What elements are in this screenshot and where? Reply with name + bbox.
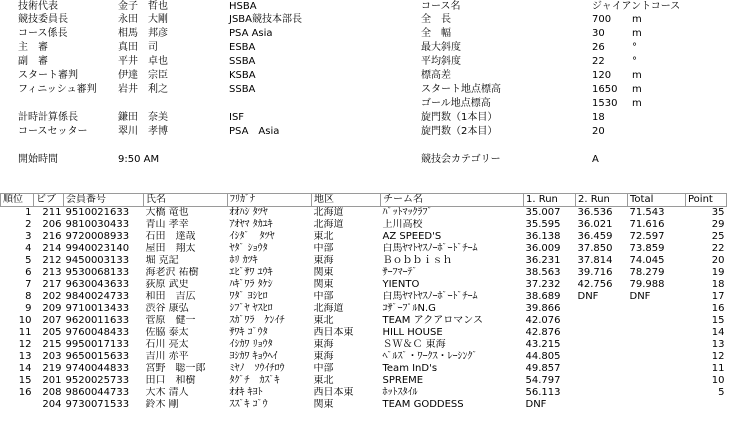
course-value: A (592, 154, 599, 165)
cell-rank: 12 (18, 339, 32, 350)
header-total: Total (628, 194, 686, 207)
cell-member-no: 9860044733 (65, 387, 130, 398)
cell-point: 13 (711, 339, 725, 350)
cell-total (628, 339, 686, 351)
table-row (1, 255, 727, 267)
course-unit: m (632, 70, 642, 81)
cell-name: 大橋 竜也 (145, 207, 189, 218)
cell-rank: 6 (25, 267, 32, 278)
cell-rank: 5 (25, 255, 32, 266)
cell-member-no: 9520025733 (65, 375, 130, 386)
cell-total (628, 387, 686, 399)
cell-furigana: ｼﾌﾞﾔ ﾔｽﾋﾛ (229, 303, 273, 314)
cell-total (628, 363, 686, 375)
cell-member-no: 9760048433 (65, 327, 130, 338)
official-role: フィニッシュ審判 (18, 84, 97, 95)
table-row (1, 219, 727, 231)
cell-point: 12 (711, 351, 725, 362)
cell-run2: 37.814 (577, 255, 613, 266)
cell-run2 (576, 315, 628, 327)
cell-furigana: ｵｵｷ ｷﾖﾄ (229, 387, 263, 398)
cell-total: 71.616 (629, 219, 665, 230)
cell-name: 吉川 赤平 (145, 351, 189, 362)
official-name: 相馬 邦彦 (118, 28, 168, 39)
cell-name: 大木 清人 (145, 387, 189, 398)
header-furigana: ﾌﾘｶﾞﾅ (228, 194, 312, 207)
official-name: 鎌田 奈美 (118, 112, 168, 123)
official-org: PSA Asia (229, 126, 280, 137)
cell-region: 中部 (313, 291, 334, 302)
cell-run2: 36.459 (577, 231, 613, 242)
cell-region: 東北 (313, 375, 334, 386)
cell-point: 35 (711, 207, 725, 218)
cell-team: 上川高校 (382, 219, 423, 230)
cell-team: ｻｰﾌﾏｰﾃﾞ (382, 267, 418, 278)
cell-furigana: ﾎﾘ ｶﾂｷ (229, 255, 258, 266)
cell-rank: 8 (25, 291, 32, 302)
cell-point: 5 (718, 387, 725, 398)
cell-run1: 37.232 (525, 279, 561, 290)
cell-bib: 201 (42, 375, 62, 386)
cell-run2 (576, 399, 628, 411)
course-label: ゴール地点標高 (421, 98, 491, 109)
cell-rank (1, 399, 34, 411)
table-row (1, 303, 727, 315)
course-label: 旋門数（1本目） (421, 112, 498, 123)
cell-furigana: ﾊｷﾞﾜﾗ ﾀｹｼ (229, 279, 273, 290)
cell-furigana: ｲｼﾀﾞ ﾀﾂﾔ (229, 231, 275, 242)
cell-member-no: 9450003133 (65, 255, 130, 266)
course-unit: m (632, 84, 642, 95)
cell-region: 東海 (313, 255, 334, 266)
cell-bib: 202 (42, 291, 62, 302)
course-unit: ° (632, 56, 637, 67)
cell-name: 石川 亮太 (145, 339, 189, 350)
cell-total: 73.859 (629, 243, 665, 254)
official-role: 競技委員長 (18, 14, 68, 25)
course-value: 1650 (592, 84, 618, 95)
cell-bib: 205 (42, 327, 62, 338)
cell-name: 石田 達哉 (145, 231, 196, 242)
cell-region: 東海 (313, 351, 334, 362)
cell-run1: 38.563 (525, 267, 561, 278)
course-label: 最大斜度 (421, 42, 461, 53)
official-name: 岩井 利之 (118, 84, 168, 95)
header-bib: ビブ (34, 194, 64, 207)
official-role: 主 審 (18, 42, 48, 53)
cell-point: 19 (711, 267, 725, 278)
cell-run1: 44.805 (525, 351, 561, 362)
official-role: コース係長 (18, 28, 68, 39)
cell-run1: 39.866 (525, 303, 561, 314)
cell-point: 10 (711, 375, 725, 386)
header-run1: 1. Run (524, 194, 576, 207)
cell-bib: 212 (42, 255, 62, 266)
official-name: 真田 司 (118, 42, 158, 53)
cell-run2: 42.756 (577, 279, 613, 290)
table-row (1, 387, 727, 399)
cell-team: TEAM GODDESS (382, 399, 464, 410)
official-org: SSBA (229, 56, 256, 67)
table-row (1, 279, 727, 291)
cell-point: 25 (711, 231, 725, 242)
table-row (1, 399, 727, 411)
cell-run2 (576, 339, 628, 351)
cell-region: 東海 (313, 339, 334, 350)
cell-name: 堀 克記 (145, 255, 179, 266)
cell-region: 関東 (313, 279, 334, 290)
header-team: チーム名 (381, 194, 524, 207)
table-row (1, 339, 727, 351)
cell-run2: 39.716 (577, 267, 613, 278)
official-org: JSBA競技本部長 (229, 14, 302, 25)
cell-name: 青山 孝幸 (145, 219, 189, 230)
course-unit: ° (632, 42, 637, 53)
cell-total (628, 375, 686, 387)
cell-region: 北海道 (313, 207, 344, 218)
cell-furigana: ｲｼｶﾜ ﾘｮｳﾀ (229, 339, 273, 350)
cell-run2: 37.850 (577, 243, 613, 254)
cell-total (628, 303, 686, 315)
cell-member-no: 9730071533 (65, 399, 130, 410)
cell-point: 15 (711, 315, 725, 326)
cell-bib: 215 (42, 339, 62, 350)
cell-point: 22 (711, 243, 725, 254)
cell-run1: 38.689 (525, 291, 561, 302)
course-label: スタート地点標高 (421, 84, 501, 95)
header-run2: 2. Run (576, 194, 628, 207)
course-unit: m (632, 98, 642, 109)
course-value: 18 (592, 112, 605, 123)
course-value: 22 (592, 56, 605, 67)
header-member-no: 会員番号 (64, 194, 144, 207)
cell-member-no: 9630043633 (65, 279, 130, 290)
cell-run1: 36.231 (525, 255, 561, 266)
cell-region: 東北 (313, 231, 334, 242)
official-name: 翠川 孝博 (118, 126, 168, 137)
cell-member-no: 9650015633 (65, 351, 130, 362)
official-role: 計時計算係長 (18, 112, 78, 123)
table-row (1, 207, 727, 220)
header-point: Point (686, 194, 727, 207)
cell-run1: 42.876 (525, 327, 561, 338)
cell-rank: 1 (25, 207, 32, 218)
cell-name: 和田 吉広 (145, 291, 196, 302)
cell-furigana: ﾖｼｶﾜ ｷｮｳﾍｲ (229, 351, 278, 362)
cell-total: 74.045 (629, 255, 665, 266)
cell-point: 16 (711, 303, 725, 314)
cell-team: HILL HOUSE (382, 327, 443, 338)
cell-furigana: ﾔﾀﾞ ｼｮｳﾀ (229, 243, 268, 254)
course-value: 30 (592, 28, 605, 39)
cell-rank: 15 (18, 375, 32, 386)
cell-furigana: ﾜﾀﾞ ﾖｼﾋﾛ (229, 291, 268, 302)
cell-name: 荻原 武史 (145, 279, 189, 290)
cell-region: 北海道 (313, 219, 344, 230)
course-label: 全 幅 (421, 28, 451, 39)
cell-point: 29 (711, 219, 725, 230)
cell-team: Ｂｏｂｂｉｓｈ (382, 255, 453, 266)
header-rank: 順位 (1, 194, 34, 207)
cell-run2 (576, 387, 628, 399)
cell-run2 (576, 363, 628, 375)
course-label: コース名 (421, 1, 461, 12)
official-org: KSBA (229, 70, 256, 81)
cell-name: 佐脇 泰太 (145, 327, 189, 338)
cell-region: 北海道 (313, 303, 344, 314)
cell-point (686, 399, 727, 411)
cell-point: 17 (711, 291, 725, 302)
cell-total (628, 327, 686, 339)
official-org: PSA Asia (229, 28, 273, 39)
table-row (1, 243, 727, 255)
cell-team: ｺｻﾞｰﾌﾟﾙN.G (382, 303, 436, 314)
cell-run2 (576, 327, 628, 339)
cell-member-no: 9720008933 (65, 231, 130, 242)
cell-team: ﾊﾞｯﾄﾏｯｸﾗﾌﾞ (382, 207, 433, 218)
official-name: 金子 哲也 (118, 1, 168, 12)
cell-bib: 208 (42, 387, 62, 398)
cell-total: 71.543 (629, 207, 665, 218)
cell-furigana: ﾀｸﾞﾁ ｶｽﾞｷ (229, 375, 280, 386)
course-value: ジャイアントコース (592, 1, 681, 12)
cell-rank: 13 (18, 351, 32, 362)
cell-member-no: 9710013433 (65, 303, 130, 314)
header-region: 地区 (312, 194, 381, 207)
cell-run1: 43.215 (525, 339, 561, 350)
course-unit: m (632, 28, 642, 39)
cell-run1: 56.113 (525, 387, 561, 398)
cell-furigana: ｽｽﾞｷ ｺﾞｳ (229, 399, 268, 410)
cell-name: 屋田 翔太 (145, 243, 196, 254)
cell-bib: 204 (42, 399, 62, 410)
cell-furigana: ｴﾋﾞｻﾜ ﾕｳｷ (229, 267, 273, 278)
cell-region: 中部 (313, 243, 334, 254)
cell-bib: 211 (42, 207, 62, 218)
cell-name: 田口 和樹 (145, 375, 196, 386)
cell-run2 (576, 375, 628, 387)
cell-point: 20 (711, 255, 725, 266)
cell-team: 白馬ﾔﾏﾄﾔｽﾉｰﾎﾞｰﾄﾞﾁｰﾑ (382, 243, 478, 254)
cell-run2 (576, 303, 628, 315)
official-org: HSBA (229, 1, 257, 12)
cell-rank: 2 (25, 219, 32, 230)
table-row (1, 231, 727, 243)
cell-bib: 207 (42, 315, 62, 326)
cell-bib: 206 (42, 219, 62, 230)
cell-member-no: 9810030433 (65, 219, 130, 230)
table-row (1, 375, 727, 387)
table-row (1, 267, 727, 279)
table-row (1, 351, 727, 363)
cell-bib: 203 (42, 351, 62, 362)
cell-rank: 4 (25, 243, 32, 254)
cell-rank: 14 (18, 363, 32, 374)
cell-run1: 42.076 (525, 315, 561, 326)
cell-furigana: ｻﾜｷ ｺﾞｳﾀ (229, 327, 268, 338)
official-name: 平井 卓也 (118, 56, 168, 67)
cell-run1: 36.009 (525, 243, 561, 254)
official-role: 技術代表 (18, 1, 58, 12)
cell-team: ＳＷ＆Ｃ 東海 (382, 339, 446, 350)
cell-rank: 16 (18, 387, 32, 398)
cell-team: SPREME (382, 375, 424, 386)
official-name: 伊達 宗臣 (118, 70, 168, 81)
cell-point: 11 (711, 363, 725, 374)
cell-name: 海老沢 祐樹 (145, 267, 199, 278)
cell-rank: 9 (25, 303, 32, 314)
cell-furigana: ﾐﾔﾉ ｿｳｲﾁﾛｳ (229, 363, 285, 374)
course-value: 20 (592, 126, 605, 137)
cell-furigana: ｽｶﾞﾜﾗ ｹﾝｲﾁ (229, 315, 285, 326)
course-label: 競技会カテゴリー (421, 154, 501, 165)
cell-run1: 49.857 (525, 363, 561, 374)
course-value: 1530 (592, 98, 618, 109)
cell-run1: 36.138 (525, 231, 561, 242)
course-label: 旋門数（2本目） (421, 126, 498, 137)
cell-total: 72.597 (629, 231, 665, 242)
course-label: 平均斜度 (421, 56, 461, 67)
table-row (1, 363, 727, 375)
cell-member-no: 9620011633 (65, 315, 130, 326)
cell-total: DNF (629, 291, 651, 302)
cell-run2: 36.536 (577, 207, 613, 218)
cell-furigana: ｱｵﾔﾏ ﾀｶﾕｷ (229, 219, 273, 230)
cell-team: TEAM アクアロマンス (382, 315, 483, 326)
cell-total (628, 399, 686, 411)
start-time-label: 開始時間 (18, 154, 58, 165)
cell-region: 関東 (313, 267, 334, 278)
cell-point: 14 (711, 327, 725, 338)
cell-bib: 209 (42, 303, 62, 314)
table-row (1, 291, 727, 303)
cell-run1: 54.797 (525, 375, 561, 386)
cell-run1: 35.595 (525, 219, 561, 230)
cell-bib: 213 (42, 267, 62, 278)
cell-region: 西日本東 (313, 387, 354, 398)
results-table (0, 193, 727, 411)
official-org: ESBA (229, 42, 256, 53)
cell-member-no: 9740044833 (65, 363, 130, 374)
cell-region: 中部 (313, 363, 334, 374)
cell-run1: 35.007 (525, 207, 561, 218)
cell-team: AZ SPEED'S (382, 231, 442, 242)
cell-total (628, 351, 686, 363)
official-org: ISF (229, 112, 245, 123)
course-value: 700 (592, 14, 612, 25)
cell-member-no: 9950017133 (65, 339, 130, 350)
cell-team: Team InD's (382, 363, 438, 374)
table-header-row (1, 194, 727, 207)
table-row (1, 315, 727, 327)
cell-run2 (576, 351, 628, 363)
cell-team: ﾎｯﾄｽﾀｲﾙ (382, 387, 418, 398)
cell-total (628, 315, 686, 327)
cell-name: 菅原 健一 (145, 315, 196, 326)
cell-run2: 36.021 (577, 219, 613, 230)
cell-member-no: 9510021633 (65, 207, 130, 218)
official-role: コースセッター (18, 126, 88, 137)
cell-name: 宮野 聡一郎 (145, 363, 206, 374)
cell-region: 東北 (313, 315, 334, 326)
official-org: SSBA (229, 84, 256, 95)
cell-region: 関東 (313, 399, 334, 410)
cell-bib: 217 (42, 279, 62, 290)
course-value: 120 (592, 70, 612, 81)
cell-member-no: 9840024733 (65, 291, 130, 302)
cell-region: 西日本東 (313, 327, 354, 338)
cell-member-no: 9530068133 (65, 267, 130, 278)
cell-rank: 10 (18, 315, 32, 326)
cell-run1: DNF (525, 399, 547, 410)
cell-rank: 7 (25, 279, 32, 290)
header-name: 氏名 (144, 194, 228, 207)
cell-team: ﾍﾞﾙｽﾞ・ﾜｰｸｽ・ﾚｰｼﾝｸﾞ (382, 351, 478, 362)
cell-rank: 11 (18, 327, 32, 338)
cell-bib: 216 (42, 231, 62, 242)
cell-run2: DNF (577, 291, 599, 302)
cell-bib: 219 (42, 363, 62, 374)
course-value: 26 (592, 42, 605, 53)
course-unit: m (632, 14, 642, 25)
official-name: 永田 大剛 (118, 14, 168, 25)
cell-rank: 3 (25, 231, 32, 242)
cell-total: 79.988 (629, 279, 665, 290)
start-time-value: 9:50 AM (118, 154, 160, 165)
race-info-panel (0, 0, 731, 190)
cell-point: 18 (711, 279, 725, 290)
cell-furigana: ｵｵﾊｼ ﾀﾂﾔ (229, 207, 268, 218)
course-label: 全 長 (421, 14, 451, 25)
official-role: 副 審 (18, 56, 48, 67)
cell-total: 78.279 (629, 267, 665, 278)
cell-member-no: 9940023140 (65, 243, 130, 254)
cell-name: 鈴木 剛 (145, 399, 179, 410)
table-row (1, 327, 727, 339)
cell-team: YIENTO (382, 279, 420, 290)
official-role: スタート審判 (18, 70, 78, 81)
cell-bib: 214 (42, 243, 62, 254)
course-label: 標高差 (421, 70, 451, 81)
cell-name: 渋谷 康弘 (145, 303, 189, 314)
cell-team: 白馬ﾔﾏﾄﾔｽﾉｰﾎﾞｰﾄﾞﾁｰﾑ (382, 291, 478, 302)
